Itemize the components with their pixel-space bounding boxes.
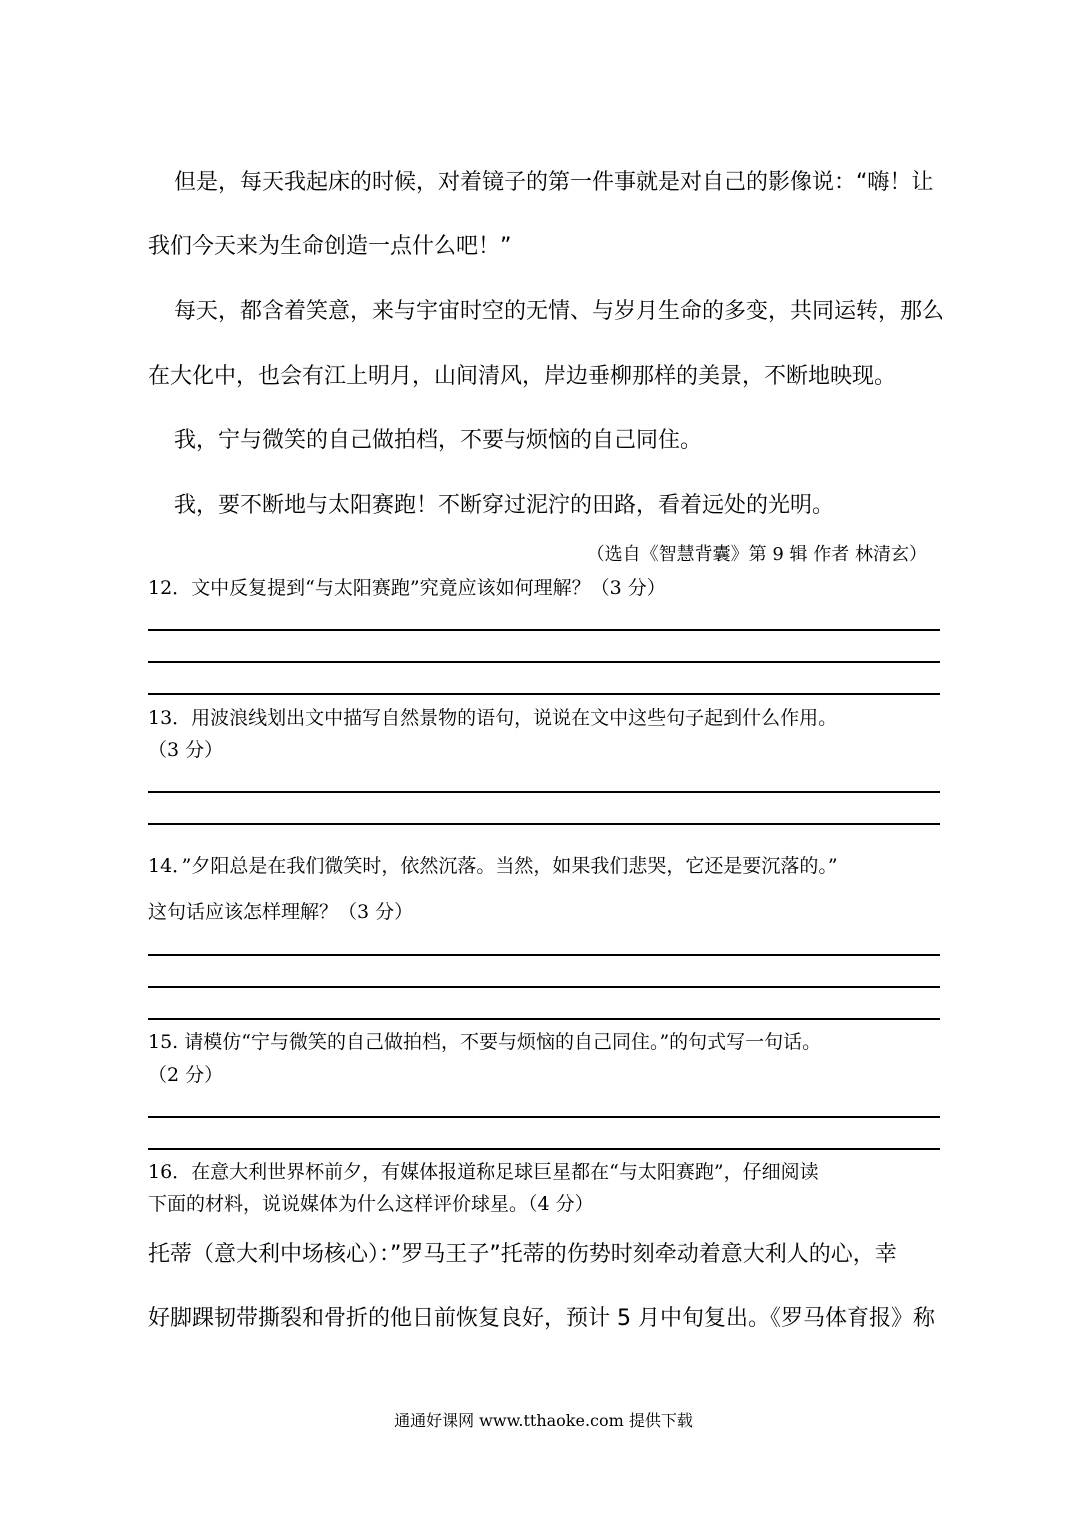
question-12: 12．文中反复提到“与太阳赛跑”究竟应该如何理解？（3 分） xyxy=(148,577,666,599)
answer-line xyxy=(148,986,940,988)
passage-paragraph-4: 我，要不断地与太阳赛跑！不断穿过泥泞的田路，看着远处的光明。 xyxy=(174,493,835,518)
passage-paragraph-2-line-1: 每天，都含着笑意，来与宇宙时空的无情、与岁月生命的多变，共同运转，那么 xyxy=(174,299,945,324)
question-13-line-2: （3 分） xyxy=(148,739,224,761)
answer-line xyxy=(148,1148,940,1150)
answer-line xyxy=(148,791,940,793)
question-13-line-1: 13．用波浪线划出文中描写自然景物的语句，说说在文中这些句子起到什么作用。 xyxy=(148,707,838,729)
passage-paragraph-3: 我，宁与微笑的自己做拍档，不要与烦恼的自己同住。 xyxy=(174,428,703,453)
material-line-1: 托蒂（意大利中场核心）：”罗马王子”托蒂的伤势时刻牵动着意大利人的心，幸 xyxy=(148,1242,897,1267)
passage-paragraph-1-line-1: 但是，每天我起床的时候，对着镜子的第一件事就是对自己的影像说：“嗨！让 xyxy=(174,170,934,195)
question-15-line-2: （2 分） xyxy=(148,1064,224,1086)
answer-line xyxy=(148,661,940,663)
question-16-line-1: 16．在意大利世界杯前夕，有媒体报道称足球巨星都在“与太阳赛跑”，仔细阅读 xyxy=(148,1161,819,1183)
answer-line xyxy=(148,823,940,825)
material-line-2: 好脚踝韧带撕裂和骨折的他日前恢复良好，预计 5 月中旬复出。《罗马体育报》称 xyxy=(148,1306,935,1331)
page-footer: 通通好课网 www.tthaoke.com 提供下载 xyxy=(394,1411,693,1430)
passage-source: （选自《智慧背囊》第 9 辑 作者 林清玄） xyxy=(586,544,927,565)
question-14-line-2: 这句话应该怎样理解？（3 分） xyxy=(148,901,414,923)
answer-line xyxy=(148,1018,940,1020)
answer-line xyxy=(148,954,940,956)
passage-paragraph-1-line-2: 我们今天来为生命创造一点什么吧！” xyxy=(148,234,512,259)
question-14-line-1: 14．”夕阳总是在我们微笑时，依然沉落。当然，如果我们悲哭，它还是要沉落的。” xyxy=(148,855,838,877)
question-15-line-1: 15. 请模仿“宁与微笑的自己做拍档，不要与烦恼的自己同住。”的句式写一句话。 xyxy=(148,1031,822,1053)
question-16-line-2: 下面的材料，说说媒体为什么这样评价球星。（4 分） xyxy=(148,1193,594,1215)
passage-paragraph-2-line-2: 在大化中，也会有江上明月，山间清风，岸边垂柳那样的美景，不断地映现。 xyxy=(148,364,897,389)
answer-line xyxy=(148,1116,940,1118)
answer-line xyxy=(148,629,940,631)
answer-line xyxy=(148,693,940,695)
